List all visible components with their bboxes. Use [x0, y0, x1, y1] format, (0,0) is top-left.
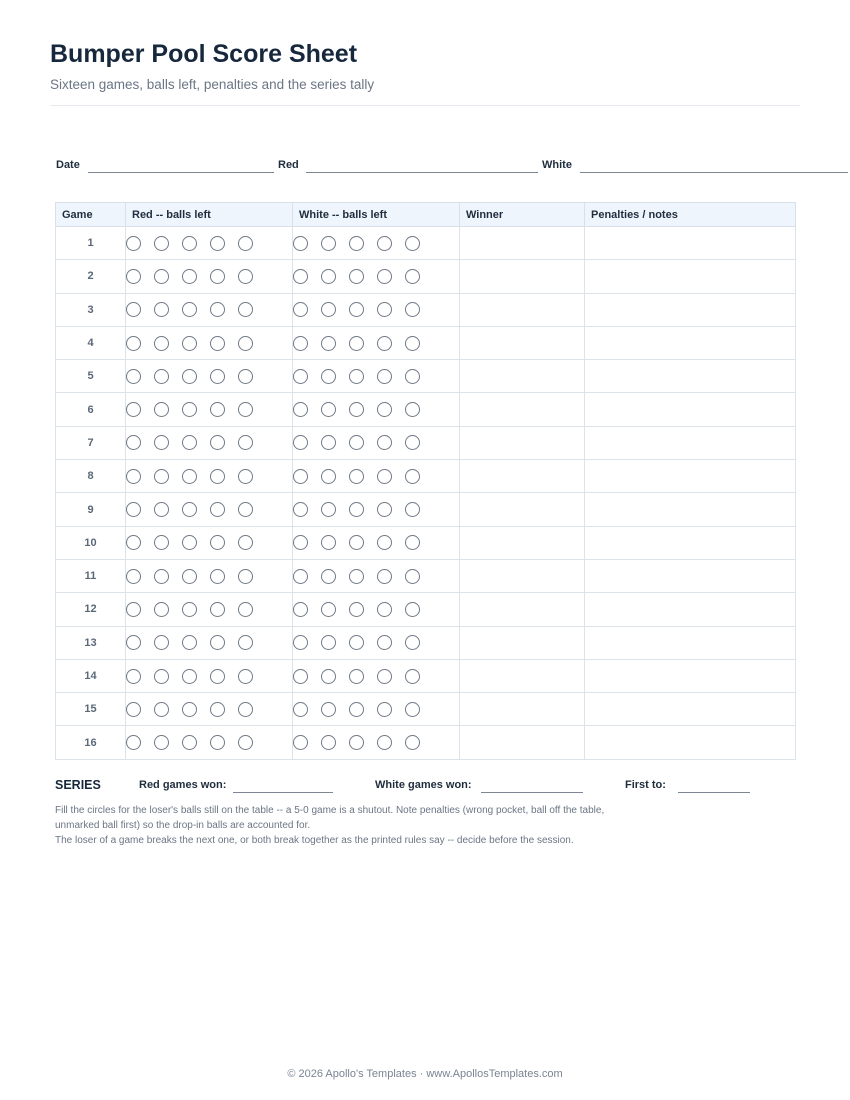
red-ball-circle[interactable]	[126, 702, 141, 717]
red-ball-circle[interactable]	[154, 735, 169, 750]
red-balls-cell	[126, 260, 293, 293]
penalties-cell[interactable]	[585, 726, 796, 759]
red-ball-circle[interactable]	[182, 602, 197, 617]
white-ball-circle[interactable]	[377, 402, 392, 417]
table-row	[56, 360, 796, 393]
red-ball-circle[interactable]	[154, 269, 169, 284]
game-number: 11	[56, 559, 126, 592]
table-row	[56, 326, 796, 359]
white-ball-circle[interactable]	[349, 469, 364, 484]
red-ball-circle[interactable]	[238, 302, 253, 317]
red-balls-cell	[126, 360, 293, 393]
red-balls-cell	[126, 293, 293, 326]
game-number: 5	[56, 360, 126, 393]
white-ball-circle[interactable]	[293, 435, 308, 450]
red-ball-circle[interactable]	[154, 502, 169, 517]
white-ball-circle[interactable]	[349, 302, 364, 317]
red-ball-circle[interactable]	[238, 702, 253, 717]
white-ball-circle[interactable]	[405, 336, 420, 351]
red-ball-circle[interactable]	[182, 669, 197, 684]
penalties-cell[interactable]	[585, 493, 796, 526]
red-balls-cell	[126, 426, 293, 459]
red-ball-circle[interactable]	[210, 269, 225, 284]
col-header-white-balls: White -- balls left	[293, 203, 460, 227]
table-row	[56, 393, 796, 426]
red-ball-circle[interactable]	[126, 735, 141, 750]
red-ball-circle[interactable]	[154, 402, 169, 417]
col-header-winner: Winner	[460, 203, 585, 227]
table-row	[56, 526, 796, 559]
score-table	[55, 202, 796, 760]
white-ball-circle[interactable]	[377, 435, 392, 450]
white-ball-circle[interactable]	[349, 569, 364, 584]
white-ball-circle[interactable]	[321, 369, 336, 384]
winner-cell[interactable]	[460, 326, 585, 359]
white-ball-circle[interactable]	[349, 702, 364, 717]
red-balls-cell	[126, 526, 293, 559]
game-number: 4	[56, 326, 126, 359]
red-ball-circle[interactable]	[210, 669, 225, 684]
red-ball-circle[interactable]	[210, 302, 225, 317]
white-ball-circle[interactable]	[377, 502, 392, 517]
red-ball-circle[interactable]	[238, 369, 253, 384]
red-balls-cell	[126, 460, 293, 493]
white-balls-cell	[293, 593, 460, 626]
table-row	[56, 659, 796, 692]
red-ball-circle[interactable]	[210, 236, 225, 251]
red-ball-circle[interactable]	[126, 435, 141, 450]
red-ball-circle[interactable]	[154, 435, 169, 450]
red-player-input-line[interactable]	[306, 172, 538, 173]
white-ball-circle[interactable]	[377, 469, 392, 484]
red-ball-circle[interactable]	[154, 569, 169, 584]
penalties-cell[interactable]	[585, 593, 796, 626]
white-ball-circle[interactable]	[377, 669, 392, 684]
red-ball-circle[interactable]	[210, 602, 225, 617]
red-balls-cell	[126, 693, 293, 726]
red-ball-circle[interactable]	[182, 269, 197, 284]
game-number: 14	[56, 659, 126, 692]
white-balls-cell	[293, 293, 460, 326]
white-balls-cell	[293, 460, 460, 493]
white-ball-circle[interactable]	[349, 669, 364, 684]
table-row	[56, 626, 796, 659]
table-row	[56, 693, 796, 726]
date-input-line[interactable]	[88, 172, 274, 173]
white-balls-cell	[293, 426, 460, 459]
white-ball-circle[interactable]	[293, 735, 308, 750]
red-ball-circle[interactable]	[238, 269, 253, 284]
red-ball-circle[interactable]	[210, 569, 225, 584]
white-ball-circle[interactable]	[349, 402, 364, 417]
white-balls-cell	[293, 726, 460, 759]
penalties-cell[interactable]	[585, 460, 796, 493]
game-number: 2	[56, 260, 126, 293]
red-ball-circle[interactable]	[210, 535, 225, 550]
red-ball-circle[interactable]	[238, 535, 253, 550]
white-ball-circle[interactable]	[293, 702, 308, 717]
red-ball-circle[interactable]	[126, 369, 141, 384]
red-ball-circle[interactable]	[182, 535, 197, 550]
white-ball-circle[interactable]	[321, 402, 336, 417]
penalties-cell[interactable]	[585, 659, 796, 692]
white-balls-cell	[293, 326, 460, 359]
col-header-game: Game	[56, 203, 126, 227]
white-ball-circle[interactable]	[293, 402, 308, 417]
red-ball-circle[interactable]	[126, 402, 141, 417]
white-ball-circle[interactable]	[405, 569, 420, 584]
white-ball-circle[interactable]	[405, 602, 420, 617]
red-ball-circle[interactable]	[154, 535, 169, 550]
red-ball-circle[interactable]	[238, 502, 253, 517]
game-number: 8	[56, 460, 126, 493]
white-ball-circle[interactable]	[293, 502, 308, 517]
winner-cell[interactable]	[460, 360, 585, 393]
red-ball-circle[interactable]	[238, 669, 253, 684]
white-ball-circle[interactable]	[377, 369, 392, 384]
white-ball-circle[interactable]	[405, 435, 420, 450]
game-number: 7	[56, 426, 126, 459]
white-balls-cell	[293, 626, 460, 659]
red-ball-circle[interactable]	[210, 635, 225, 650]
white-balls-cell	[293, 659, 460, 692]
white-ball-circle[interactable]	[321, 469, 336, 484]
red-ball-circle[interactable]	[238, 569, 253, 584]
white-ball-circle[interactable]	[349, 236, 364, 251]
penalties-cell[interactable]	[585, 426, 796, 459]
white-ball-circle[interactable]	[349, 635, 364, 650]
red-ball-circle[interactable]	[126, 469, 141, 484]
white-ball-circle[interactable]	[293, 635, 308, 650]
white-ball-circle[interactable]	[293, 535, 308, 550]
red-ball-circle[interactable]	[126, 269, 141, 284]
white-balls-cell	[293, 526, 460, 559]
penalties-cell[interactable]	[585, 693, 796, 726]
header-divider	[50, 105, 800, 106]
table-row	[56, 460, 796, 493]
white-ball-circle[interactable]	[405, 635, 420, 650]
col-header-penalties: Penalties / notes	[585, 203, 796, 227]
white-ball-circle[interactable]	[321, 702, 336, 717]
red-ball-circle[interactable]	[126, 236, 141, 251]
white-ball-circle[interactable]	[293, 469, 308, 484]
game-number: 9	[56, 493, 126, 526]
red-ball-circle[interactable]	[210, 336, 225, 351]
red-ball-circle[interactable]	[126, 336, 141, 351]
white-player-label: White	[542, 159, 572, 171]
red-ball-circle[interactable]	[154, 302, 169, 317]
page-subtitle: Sixteen games, balls left, penalties and the series tally	[50, 77, 375, 92]
winner-cell[interactable]	[460, 726, 585, 759]
red-balls-cell	[126, 726, 293, 759]
penalties-cell[interactable]	[585, 393, 796, 426]
penalties-cell[interactable]	[585, 227, 796, 260]
red-ball-circle[interactable]	[182, 402, 197, 417]
penalties-cell[interactable]	[585, 559, 796, 592]
red-ball-circle[interactable]	[126, 669, 141, 684]
white-ball-circle[interactable]	[377, 236, 392, 251]
winner-cell[interactable]	[460, 559, 585, 592]
red-ball-circle[interactable]	[182, 336, 197, 351]
table-row	[56, 426, 796, 459]
red-ball-circle[interactable]	[154, 702, 169, 717]
red-ball-circle[interactable]	[238, 635, 253, 650]
instructions-note: Fill the circles for the loser's balls still on the table -- a 5-0 game is a shutout. Note penalties (wrong pocket, ball off the table, unmarked ball first) so the drop-in balls are accounted for.	[55, 805, 605, 831]
white-ball-circle[interactable]	[349, 502, 364, 517]
red-ball-circle[interactable]	[126, 602, 141, 617]
white-ball-circle[interactable]	[377, 535, 392, 550]
game-number: 16	[56, 726, 126, 759]
winner-cell[interactable]	[460, 293, 585, 326]
winner-cell[interactable]	[460, 426, 585, 459]
red-ball-circle[interactable]	[238, 336, 253, 351]
white-ball-circle[interactable]	[293, 369, 308, 384]
penalties-cell[interactable]	[585, 260, 796, 293]
white-ball-circle[interactable]	[405, 302, 420, 317]
red-ball-circle[interactable]	[210, 402, 225, 417]
white-ball-circle[interactable]	[293, 236, 308, 251]
red-ball-circle[interactable]	[210, 702, 225, 717]
white-ball-circle[interactable]	[405, 735, 420, 750]
score-table-body	[56, 227, 796, 760]
game-number: 15	[56, 693, 126, 726]
white-ball-circle[interactable]	[349, 435, 364, 450]
white-ball-circle[interactable]	[349, 602, 364, 617]
white-ball-circle[interactable]	[377, 602, 392, 617]
table-row	[56, 593, 796, 626]
white-balls-cell	[293, 260, 460, 293]
red-ball-circle[interactable]	[154, 669, 169, 684]
penalties-cell[interactable]	[585, 326, 796, 359]
red-balls-cell	[126, 493, 293, 526]
red-balls-cell	[126, 559, 293, 592]
red-ball-circle[interactable]	[182, 435, 197, 450]
white-player-input-line[interactable]	[580, 172, 848, 173]
red-ball-circle[interactable]	[238, 402, 253, 417]
red-balls-cell	[126, 393, 293, 426]
red-ball-circle[interactable]	[126, 302, 141, 317]
white-ball-circle[interactable]	[321, 569, 336, 584]
winner-cell[interactable]	[460, 393, 585, 426]
red-ball-circle[interactable]	[182, 735, 197, 750]
white-ball-circle[interactable]	[377, 302, 392, 317]
white-ball-circle[interactable]	[377, 336, 392, 351]
white-ball-circle[interactable]	[321, 602, 336, 617]
red-balls-cell	[126, 227, 293, 260]
red-balls-cell	[126, 659, 293, 692]
white-ball-circle[interactable]	[293, 569, 308, 584]
white-ball-circle[interactable]	[321, 269, 336, 284]
white-ball-circle[interactable]	[349, 269, 364, 284]
white-ball-circle[interactable]	[321, 535, 336, 550]
red-games-won-input-line[interactable]	[233, 792, 333, 793]
white-ball-circle[interactable]	[293, 269, 308, 284]
white-balls-cell	[293, 227, 460, 260]
red-ball-circle[interactable]	[126, 502, 141, 517]
white-ball-circle[interactable]	[321, 635, 336, 650]
white-ball-circle[interactable]	[321, 435, 336, 450]
page-title: Bumper Pool Score Sheet	[50, 40, 358, 68]
white-ball-circle[interactable]	[321, 502, 336, 517]
winner-cell[interactable]	[460, 227, 585, 260]
red-ball-circle[interactable]	[154, 236, 169, 251]
red-ball-circle[interactable]	[182, 702, 197, 717]
white-ball-circle[interactable]	[377, 702, 392, 717]
table-row	[56, 559, 796, 592]
table-row	[56, 227, 796, 260]
white-balls-cell	[293, 493, 460, 526]
table-row	[56, 726, 796, 759]
white-ball-circle[interactable]	[377, 635, 392, 650]
red-ball-circle[interactable]	[238, 602, 253, 617]
red-ball-circle[interactable]	[182, 569, 197, 584]
red-ball-circle[interactable]	[126, 569, 141, 584]
red-ball-circle[interactable]	[154, 369, 169, 384]
score-table-header	[56, 203, 796, 227]
white-ball-circle[interactable]	[293, 336, 308, 351]
white-ball-circle[interactable]	[293, 602, 308, 617]
white-ball-circle[interactable]	[405, 702, 420, 717]
red-ball-circle[interactable]	[210, 735, 225, 750]
red-ball-circle[interactable]	[210, 502, 225, 517]
white-ball-circle[interactable]	[405, 469, 420, 484]
penalties-cell[interactable]	[585, 626, 796, 659]
winner-cell[interactable]	[460, 493, 585, 526]
winner-cell[interactable]	[460, 659, 585, 692]
red-ball-circle[interactable]	[126, 635, 141, 650]
white-games-won-label: White games won:	[375, 779, 472, 791]
red-ball-circle[interactable]	[238, 469, 253, 484]
red-ball-circle[interactable]	[182, 502, 197, 517]
red-ball-circle[interactable]	[154, 602, 169, 617]
winner-cell[interactable]	[460, 526, 585, 559]
white-ball-circle[interactable]	[293, 669, 308, 684]
table-row	[56, 293, 796, 326]
white-ball-circle[interactable]	[349, 369, 364, 384]
red-player-label: Red	[278, 159, 299, 171]
winner-cell[interactable]	[460, 626, 585, 659]
first-to-label: First to:	[625, 779, 666, 791]
red-ball-circle[interactable]	[154, 336, 169, 351]
white-balls-cell	[293, 559, 460, 592]
white-ball-circle[interactable]	[405, 535, 420, 550]
red-ball-circle[interactable]	[210, 369, 225, 384]
game-number: 1	[56, 227, 126, 260]
winner-cell[interactable]	[460, 460, 585, 493]
col-header-red-balls: Red -- balls left	[126, 203, 293, 227]
white-ball-circle[interactable]	[405, 669, 420, 684]
white-ball-circle[interactable]	[405, 236, 420, 251]
penalties-cell[interactable]	[585, 526, 796, 559]
white-ball-circle[interactable]	[349, 336, 364, 351]
game-number: 12	[56, 593, 126, 626]
game-number: 3	[56, 293, 126, 326]
white-games-won-input-line[interactable]	[481, 792, 583, 793]
first-to-input-line[interactable]	[678, 792, 750, 793]
penalties-cell[interactable]	[585, 293, 796, 326]
game-number: 10	[56, 526, 126, 559]
white-ball-circle[interactable]	[405, 369, 420, 384]
game-number: 6	[56, 393, 126, 426]
red-balls-cell	[126, 593, 293, 626]
penalties-cell[interactable]	[585, 360, 796, 393]
red-ball-circle[interactable]	[238, 435, 253, 450]
red-ball-circle[interactable]	[126, 535, 141, 550]
white-ball-circle[interactable]	[349, 535, 364, 550]
red-ball-circle[interactable]	[238, 236, 253, 251]
white-ball-circle[interactable]	[321, 735, 336, 750]
table-row	[56, 260, 796, 293]
white-ball-circle[interactable]	[377, 569, 392, 584]
game-number: 13	[56, 626, 126, 659]
red-ball-circle[interactable]	[182, 236, 197, 251]
white-ball-circle[interactable]	[293, 302, 308, 317]
white-ball-circle[interactable]	[321, 302, 336, 317]
red-balls-cell	[126, 626, 293, 659]
red-ball-circle[interactable]	[182, 302, 197, 317]
white-ball-circle[interactable]	[377, 269, 392, 284]
red-ball-circle[interactable]	[154, 469, 169, 484]
white-ball-circle[interactable]	[321, 669, 336, 684]
white-ball-circle[interactable]	[321, 336, 336, 351]
table-row	[56, 493, 796, 526]
white-ball-circle[interactable]	[349, 735, 364, 750]
white-ball-circle[interactable]	[405, 402, 420, 417]
white-ball-circle[interactable]	[377, 735, 392, 750]
series-label: SERIES	[55, 778, 101, 792]
red-ball-circle[interactable]	[154, 635, 169, 650]
winner-cell[interactable]	[460, 593, 585, 626]
red-balls-cell	[126, 326, 293, 359]
white-ball-circle[interactable]	[405, 269, 420, 284]
red-ball-circle[interactable]	[182, 635, 197, 650]
red-games-won-label: Red games won:	[139, 779, 227, 791]
white-balls-cell	[293, 393, 460, 426]
red-ball-circle[interactable]	[238, 735, 253, 750]
white-balls-cell	[293, 360, 460, 393]
white-ball-circle[interactable]	[321, 236, 336, 251]
red-ball-circle[interactable]	[182, 369, 197, 384]
red-ball-circle[interactable]	[210, 435, 225, 450]
break-rule-note: The loser of a game breaks the next one, or both break together as the printed rules say -- decide before the session.	[55, 835, 574, 846]
red-ball-circle[interactable]	[210, 469, 225, 484]
winner-cell[interactable]	[460, 260, 585, 293]
white-balls-cell	[293, 693, 460, 726]
page-footer: © 2026 Apollo's Templates · www.ApollosTemplates.com	[287, 1068, 563, 1080]
white-ball-circle[interactable]	[405, 502, 420, 517]
red-ball-circle[interactable]	[182, 469, 197, 484]
winner-cell[interactable]	[460, 693, 585, 726]
date-label: Date	[56, 159, 80, 171]
